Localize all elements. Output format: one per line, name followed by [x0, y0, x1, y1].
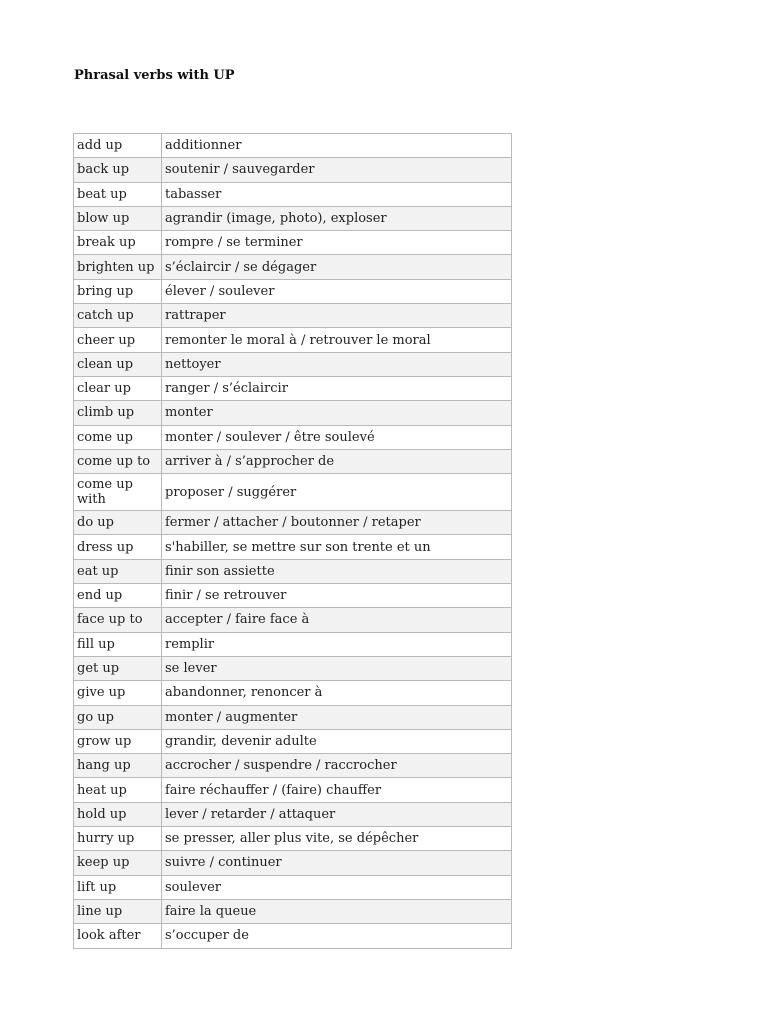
meaning-cell: s’occuper de	[162, 924, 512, 948]
meaning-cell: se presser, aller plus vite, se dépêcher	[162, 827, 512, 851]
table-row	[74, 474, 512, 511]
table-row	[74, 449, 512, 473]
meaning-cell: monter / augmenter	[162, 705, 512, 729]
table-row	[74, 851, 512, 875]
table-row	[74, 899, 512, 923]
meaning-cell: monter / soulever / être soulevé	[162, 425, 512, 449]
table-row	[74, 158, 512, 182]
table-row	[74, 754, 512, 778]
table-row	[74, 705, 512, 729]
meaning-cell: se lever	[162, 656, 512, 680]
meaning-cell: finir / se retrouver	[162, 584, 512, 608]
meaning-cell: élever / soulever	[162, 279, 512, 303]
table-row	[74, 255, 512, 279]
table-row	[74, 584, 512, 608]
table-row	[74, 304, 512, 328]
verb-cell: fill up	[74, 632, 162, 656]
meaning-cell: ranger / s’éclaircir	[162, 376, 512, 400]
table-row	[74, 376, 512, 400]
verb-cell: hang up	[74, 754, 162, 778]
verb-cell: catch up	[74, 304, 162, 328]
table-row	[74, 401, 512, 425]
meaning-cell: tabasser	[162, 182, 512, 206]
verb-cell: brighten up	[74, 255, 162, 279]
verb-cell: heat up	[74, 778, 162, 802]
table-row	[74, 632, 512, 656]
verb-cell: climb up	[74, 401, 162, 425]
verb-cell: bring up	[74, 279, 162, 303]
verb-cell: keep up	[74, 851, 162, 875]
meaning-cell: additionner	[162, 134, 512, 158]
verb-cell: look after	[74, 924, 162, 948]
verb-cell: come up to	[74, 449, 162, 473]
table-row	[74, 827, 512, 851]
table-row	[74, 134, 512, 158]
meaning-cell: rompre / se terminer	[162, 231, 512, 255]
verb-cell: get up	[74, 656, 162, 680]
verb-cell: break up	[74, 231, 162, 255]
meaning-cell: proposer / suggérer	[162, 474, 512, 511]
table-row	[74, 656, 512, 680]
phrasal-verbs-table	[73, 133, 512, 949]
verb-cell: cheer up	[74, 328, 162, 352]
meaning-cell: faire réchauffer / (faire) chauffer	[162, 778, 512, 802]
table-row	[74, 352, 512, 376]
meaning-cell: abandonner, renoncer à	[162, 681, 512, 705]
meaning-cell: soulever	[162, 875, 512, 899]
verb-cell: face up to	[74, 608, 162, 632]
table-row	[74, 729, 512, 753]
verb-cell: hold up	[74, 802, 162, 826]
meaning-cell: lever / retarder / attaquer	[162, 802, 512, 826]
table-row	[74, 511, 512, 535]
verb-cell: beat up	[74, 182, 162, 206]
meaning-cell: fermer / attacher / boutonner / retaper	[162, 511, 512, 535]
table-row	[74, 328, 512, 352]
table-row	[74, 681, 512, 705]
verb-cell: come up with	[74, 474, 162, 511]
table-row	[74, 875, 512, 899]
meaning-cell: monter	[162, 401, 512, 425]
verb-cell: come up	[74, 425, 162, 449]
verb-cell: go up	[74, 705, 162, 729]
table-row	[74, 425, 512, 449]
table-row	[74, 778, 512, 802]
meaning-cell: arriver à / s’approcher de	[162, 449, 512, 473]
meaning-cell: agrandir (image, photo), exploser	[162, 206, 512, 230]
verb-cell: give up	[74, 681, 162, 705]
meaning-cell: accepter / faire face à	[162, 608, 512, 632]
table-row	[74, 279, 512, 303]
table-row	[74, 231, 512, 255]
meaning-cell: grandir, devenir adulte	[162, 729, 512, 753]
meaning-cell: soutenir / sauvegarder	[162, 158, 512, 182]
verb-cell: clear up	[74, 376, 162, 400]
verb-cell: back up	[74, 158, 162, 182]
meaning-cell: s’éclaircir / se dégager	[162, 255, 512, 279]
verb-cell: clean up	[74, 352, 162, 376]
verb-cell: grow up	[74, 729, 162, 753]
meaning-cell: suivre / continuer	[162, 851, 512, 875]
meaning-cell: nettoyer	[162, 352, 512, 376]
table-row	[74, 182, 512, 206]
meaning-cell: accrocher / suspendre / raccrocher	[162, 754, 512, 778]
verb-cell: dress up	[74, 535, 162, 559]
table-row	[74, 802, 512, 826]
meaning-cell: s'habiller, se mettre sur son trente et un	[162, 535, 512, 559]
table-body	[74, 134, 512, 949]
table-row	[74, 924, 512, 948]
meaning-cell: finir son assiette	[162, 559, 512, 583]
verb-cell: do up	[74, 511, 162, 535]
verb-cell: hurry up	[74, 827, 162, 851]
verb-cell: line up	[74, 899, 162, 923]
meaning-cell: remonter le moral à / retrouver le moral	[162, 328, 512, 352]
table-row	[74, 535, 512, 559]
meaning-cell: remplir	[162, 632, 512, 656]
meaning-cell: faire la queue	[162, 899, 512, 923]
verb-cell: lift up	[74, 875, 162, 899]
verb-cell: eat up	[74, 559, 162, 583]
table-row	[74, 608, 512, 632]
verb-cell: add up	[74, 134, 162, 158]
table-row	[74, 559, 512, 583]
verb-cell: end up	[74, 584, 162, 608]
verb-cell: blow up	[74, 206, 162, 230]
table-row	[74, 206, 512, 230]
meaning-cell: rattraper	[162, 304, 512, 328]
page-title: Phrasal verbs with UP	[74, 68, 235, 83]
